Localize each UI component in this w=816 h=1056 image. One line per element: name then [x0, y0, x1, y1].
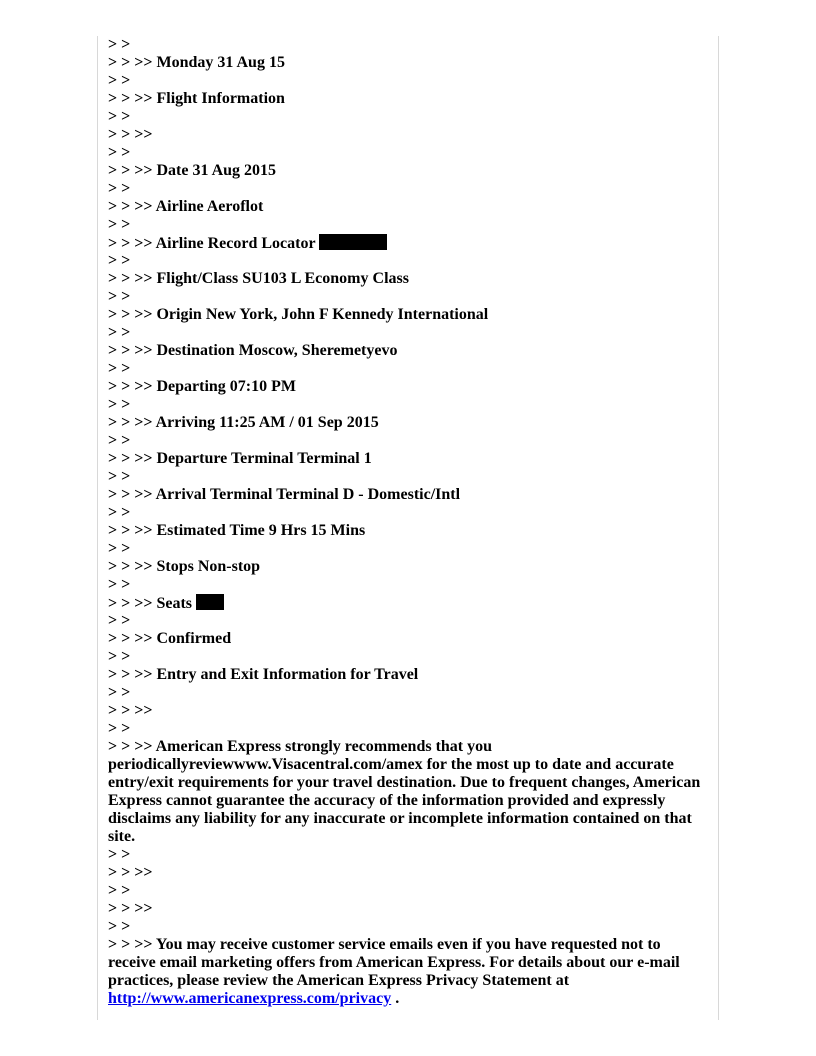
- quote-marker: > >: [108, 324, 131, 341]
- field-flight-class: > > >> Flight/Class SU103 L Economy Class: [108, 270, 409, 287]
- section-title-line: [108, 90, 708, 108]
- quote-marker: > >: [108, 432, 131, 449]
- entry-exit-title: Entry and Exit Information for Travel: [156, 666, 419, 683]
- field-value: 9 Hrs 15 Mins: [268, 522, 366, 539]
- field-value: 07:10 PM: [229, 378, 296, 395]
- field-arrival-terminal: > > >> Arrival Terminal Terminal D - Domestic/Intl: [108, 486, 461, 503]
- email-body: [108, 36, 708, 1008]
- field-seats: > > >> Seats: [108, 594, 708, 612]
- redaction-box: [196, 594, 224, 610]
- field-value: Terminal D - Domestic/Intl: [276, 486, 461, 503]
- field-origin: > > >> Origin New York, John F Kennedy International: [108, 306, 489, 323]
- quote-marker: > >: [108, 216, 131, 233]
- field-value: 31 Aug 2015: [192, 162, 277, 179]
- field-label: Airline: [155, 198, 204, 215]
- quote-marker: > >: [108, 72, 131, 89]
- field-value: New York, John F Kennedy International: [205, 306, 489, 323]
- message-border-right: [718, 36, 719, 1020]
- field-record-locator: > > >> Airline Record Locator: [108, 234, 708, 252]
- field-label: Flight/Class: [156, 270, 239, 287]
- entry-exit-title-line: > > >> Entry and Exit Information for Travel: [108, 666, 419, 683]
- quote-marker: > >: [108, 504, 131, 521]
- message-border-left: [97, 36, 98, 1020]
- quote-marker: > >: [108, 612, 131, 629]
- field-value: Non-stop: [197, 558, 261, 575]
- field-departure-terminal: > > >> Departure Terminal Terminal 1: [108, 450, 372, 467]
- quote-marker: > >: [108, 540, 131, 557]
- field-label: Origin: [156, 306, 202, 323]
- quote-marker: > >: [108, 882, 131, 899]
- day-heading: Monday 31 Aug 15: [156, 54, 285, 71]
- field-label: Arriving: [155, 414, 216, 431]
- reply-marker: > > >>: [108, 90, 153, 107]
- notice-paragraph: > > >> You may receive customer service emails even if you have requested not to receive email marketing offers from American Express. For details about our e-mail practices, please review the American Express Privacy Statement at http://www.americanexpress.com/privacy .: [108, 936, 680, 1007]
- field-value: Aeroflot: [206, 198, 264, 215]
- field-label: Airline Record Locator: [155, 235, 316, 252]
- field-label: Destination: [156, 342, 235, 359]
- quote-marker: > >: [108, 648, 131, 665]
- quote-marker: > >: [108, 252, 131, 269]
- reply-marker-line: > > >>: [108, 702, 153, 719]
- quote-marker: > >: [108, 108, 131, 125]
- field-value: Moscow, Sheremetyevo: [238, 342, 398, 359]
- field-label: Arrival Terminal: [155, 486, 273, 503]
- reply-marker: > > >>: [108, 54, 153, 71]
- field-label: Date: [156, 162, 189, 179]
- field-arriving: > > >> Arriving 11:25 AM / 01 Sep 2015: [108, 414, 379, 431]
- quote-marker: > >: [108, 396, 131, 413]
- notice-text: You may receive customer service emails even if you have requested not to receive email marketing offers from American Express. For details about our e-mail practices, please review the American Express Privacy Statement at: [108, 936, 680, 989]
- advisory-paragraph: > > >> American Express strongly recommends that you periodicallyreviewwww.Visacentral.com/amex for the most up to date and accurate entry/exit requirements for your travel destination. Due to frequent changes, American Express cannot guarantee the accuracy of the information provided and expressly disclaims any liability for any inaccurate or incomplete information contained on that site.: [108, 738, 701, 845]
- quote-marker: > >: [108, 846, 131, 863]
- field-destination: > > >> Destination Moscow, Sheremetyevo: [108, 342, 398, 359]
- field-label: Stops: [156, 558, 194, 575]
- field-label: Departure Terminal: [156, 450, 294, 467]
- field-departing: > > >> Departing 07:10 PM: [108, 378, 296, 395]
- status-text: Confirmed: [156, 630, 232, 647]
- quote-marker: > >: [108, 468, 131, 485]
- field-stops: > > >> Stops Non-stop: [108, 558, 261, 575]
- field-value: 11:25 AM / 01 Sep 2015: [219, 414, 379, 431]
- quote-marker: > >: [108, 918, 131, 935]
- status-line: > > >> Confirmed: [108, 630, 232, 647]
- field-value: Terminal 1: [297, 450, 372, 467]
- quote-marker: > >: [108, 36, 131, 53]
- reply-marker-line: > > >>: [108, 864, 153, 881]
- quote-marker: > >: [108, 360, 131, 377]
- quote-marker: > >: [108, 180, 131, 197]
- field-label: Seats: [156, 595, 193, 612]
- field-label: Departing: [156, 378, 226, 395]
- field-airline: > > >> Airline Aeroflot: [108, 198, 264, 215]
- reply-marker-line: > > >>: [108, 126, 153, 143]
- redaction-box: [319, 234, 387, 250]
- day-heading-line: [108, 54, 708, 72]
- notice-end: .: [395, 990, 400, 1007]
- field-value: SU103 L Economy Class: [242, 270, 409, 287]
- quote-marker: > >: [108, 684, 131, 701]
- advisory-text: American Express strongly recommends that you periodicallyreviewwww.Visacentral.com/amex for the most up to date and accurate entry/exit requirements for your travel destination. Due to frequent changes, American Express cannot guarantee the accuracy of the information provided and expressly disclaims any liability for any inaccurate or incomplete information contained on that site.: [108, 738, 701, 845]
- privacy-link[interactable]: http://www.americanexpress.com/privacy: [108, 990, 392, 1007]
- field-label: Estimated Time: [156, 522, 265, 539]
- quote-marker: > >: [108, 576, 131, 593]
- section-title: Flight Information: [156, 90, 285, 107]
- quote-marker: > >: [108, 720, 131, 737]
- field-date: > > >> Date 31 Aug 2015: [108, 162, 277, 179]
- quote-marker: > >: [108, 288, 131, 305]
- field-estimated-time: > > >> Estimated Time 9 Hrs 15 Mins: [108, 522, 366, 539]
- reply-marker-line: > > >>: [108, 900, 153, 917]
- quote-marker: > >: [108, 144, 131, 161]
